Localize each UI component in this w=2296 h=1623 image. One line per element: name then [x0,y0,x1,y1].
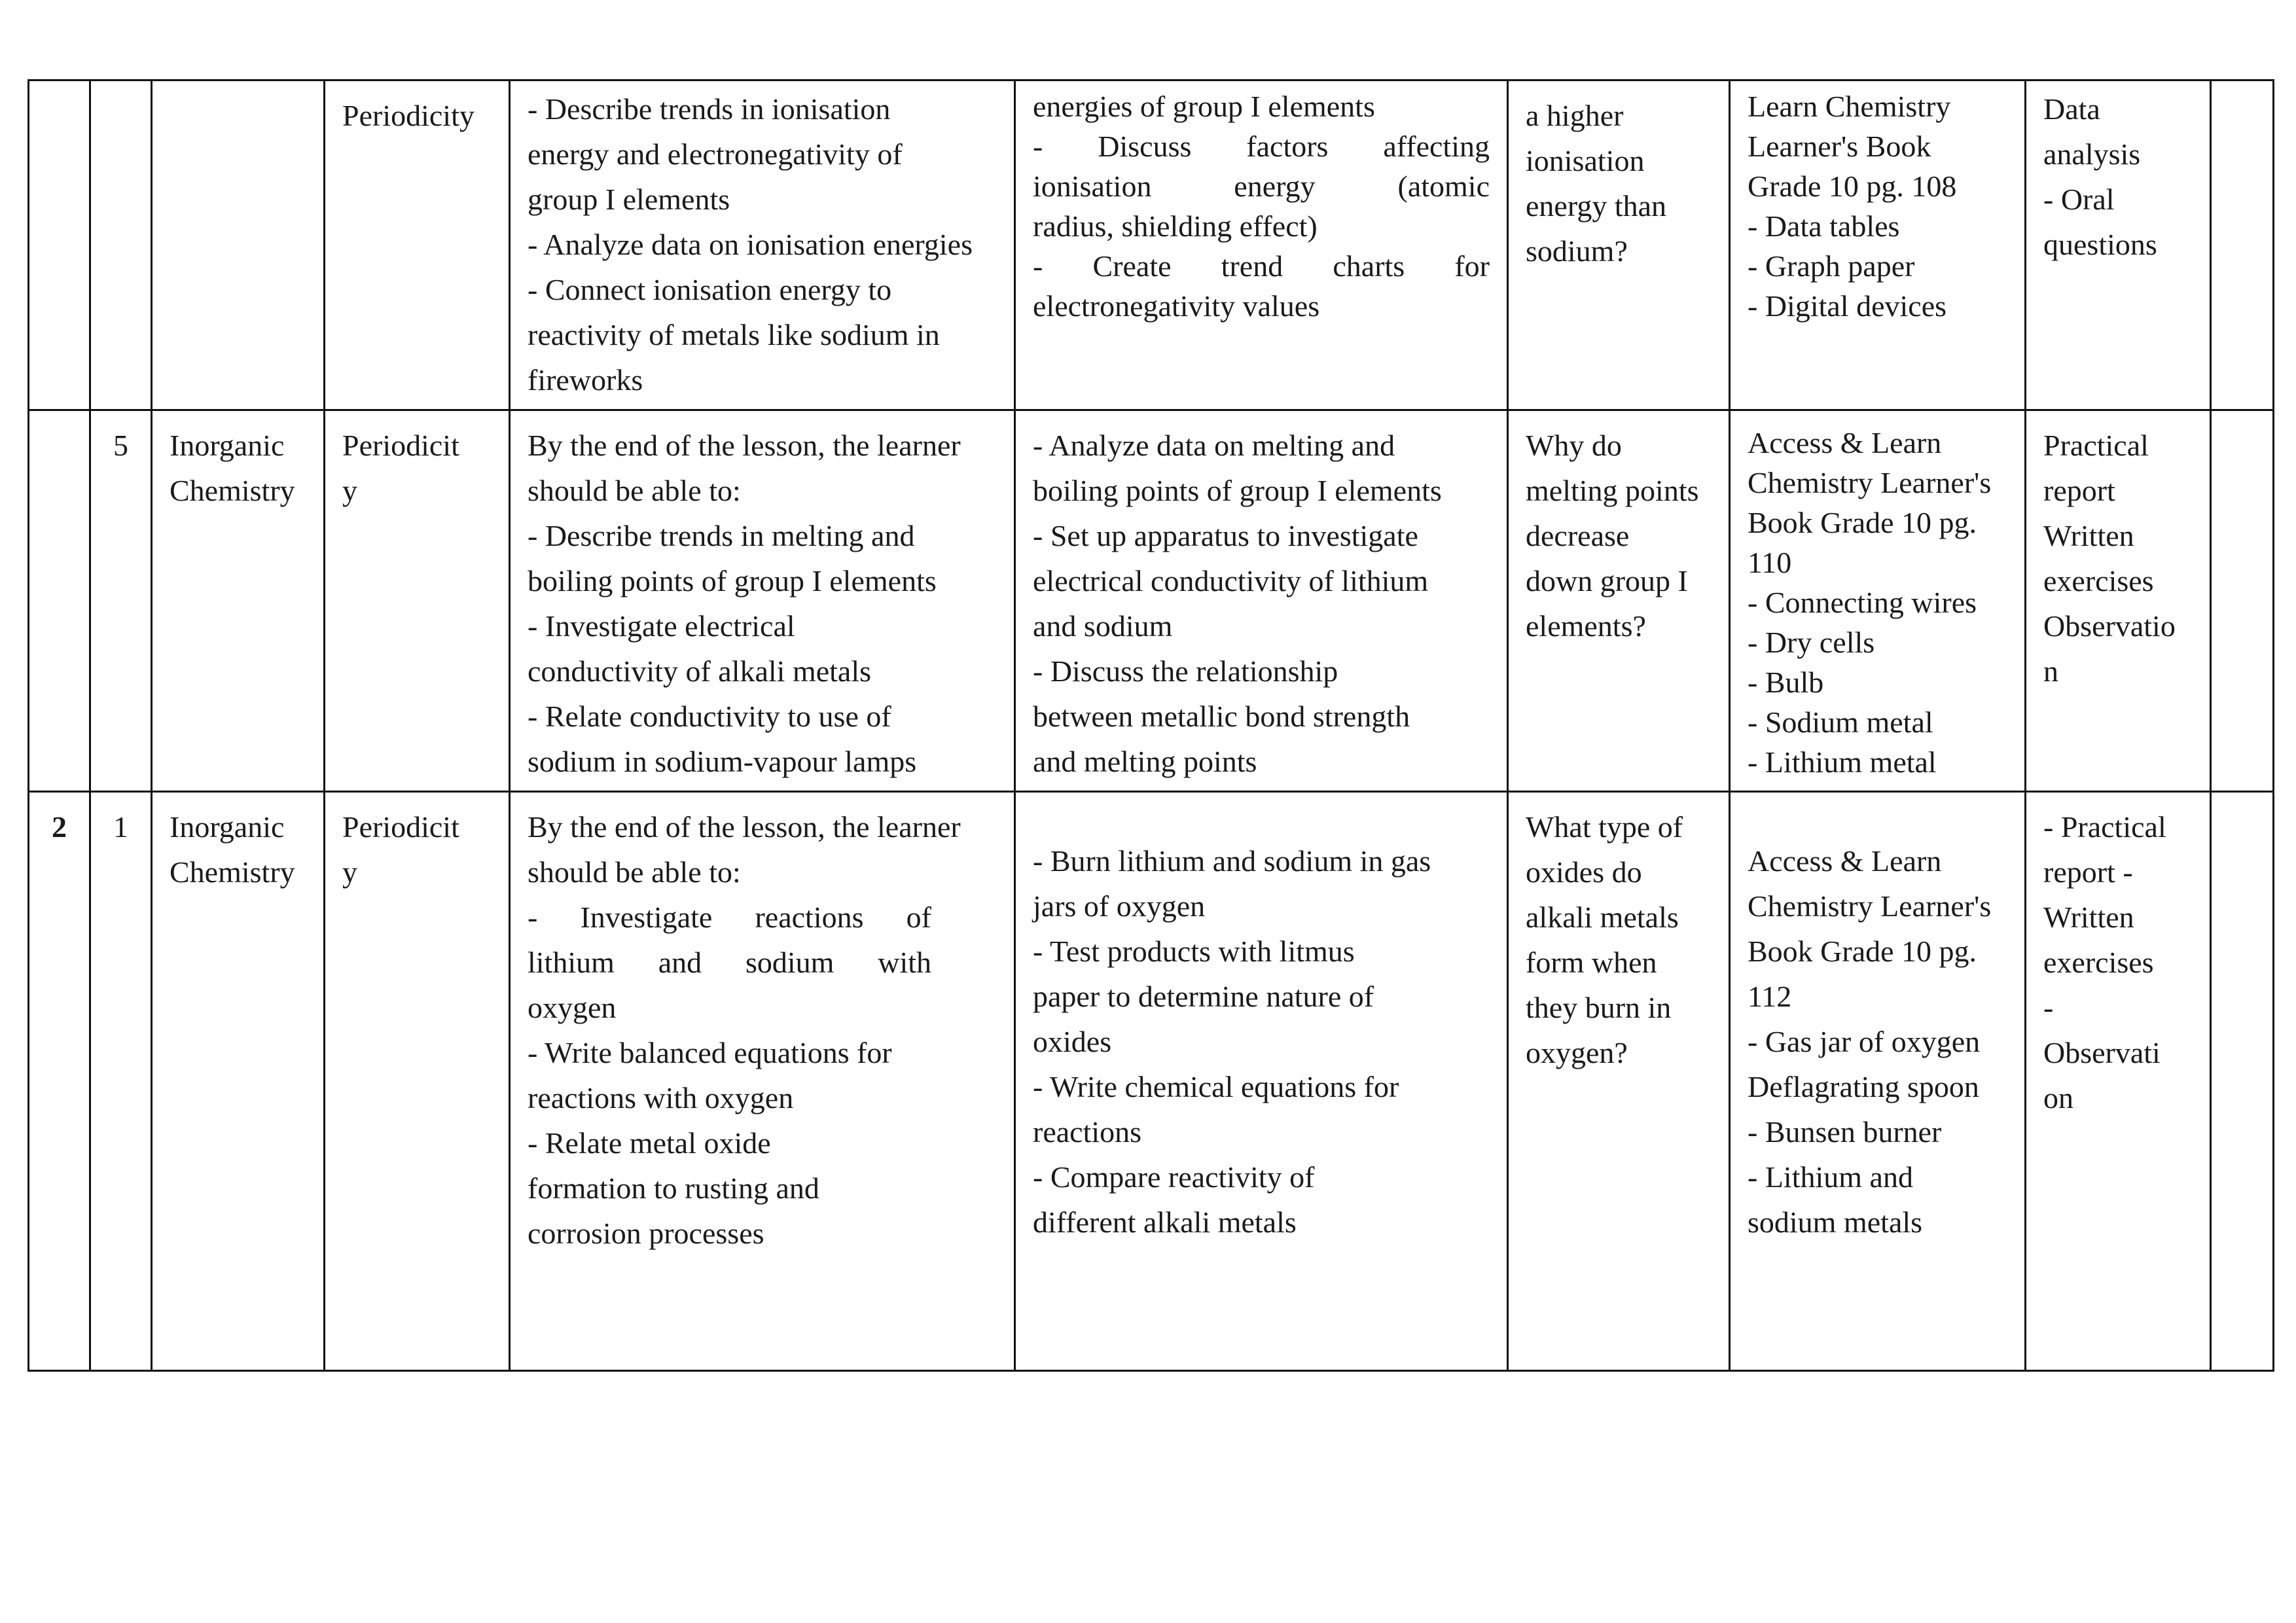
cell-line: exercises [2043,946,2154,979]
cell-line: fireworks [528,363,643,397]
learning-resources-cell [1730,80,2026,410]
cell-line: Why do [1526,429,1622,462]
sub-strand-cell [325,410,510,792]
sub-strand-cell [325,80,510,410]
cell-line: - Graph paper [1748,249,1915,283]
remarks-cell [2211,80,2274,410]
learning-experiences-cell [1015,80,1508,410]
cell-line: sodium metals [1748,1205,1923,1239]
lesson-cell: 1 [90,792,152,1371]
cell-line: Chemistry [170,474,295,507]
cell-line: sodium? [1526,234,1628,268]
cell-line: group I elements [528,183,730,216]
learning-outcomes-cell [510,80,1015,410]
cell-line: they burn in [1526,991,1672,1024]
cell-line: on [2043,1081,2073,1115]
week-cell [29,80,90,410]
cell-line: - Burn lithium and sodium in gas [1033,844,1431,878]
cell-line: Chemistry Learner's [1748,466,1992,499]
learning-outcomes-cell [510,410,1015,792]
cell-line: Access & Learn [1748,426,1942,459]
cell-line: radius, shielding effect) [1033,209,1318,243]
cell-line: questions [2043,228,2157,261]
cell-line: lithium and sodium with [528,946,931,979]
cell-line: - Set up apparatus to investigate [1033,519,1418,552]
cell-line: should be able to: [528,474,741,507]
cell-line: - Discuss factors affecting [1033,130,1490,163]
cell-line: - Analyze data on ionisation energies [528,228,973,261]
cell-line: oxygen? [1526,1036,1628,1069]
cell-line: Practical [2043,429,2149,462]
assessment-cell [2026,792,2211,1371]
cell-line: reactivity of metals like sodium in [528,318,940,351]
cell-line: report - [2043,855,2133,889]
cell-line: - Test products with litmus [1033,935,1355,968]
week-cell [29,410,90,792]
cell-line: - Sodium metal [1748,705,1933,739]
cell-line: form when [1526,946,1657,979]
cell-line: should be able to: [528,855,741,889]
cell-line: Chemistry Learner's [1748,889,1992,923]
cell-line: - Describe trends in ionisation [528,92,891,126]
cell-line: n [2043,654,2058,688]
cell-line: boiling points of group I elements [528,564,937,597]
learning-outcomes-cell [510,792,1015,1371]
cell-line: between metallic bond strength [1033,700,1410,733]
cell-line: Inorganic [170,429,285,462]
key-inquiry-cell [1508,410,1730,792]
cell-line: Access & Learn [1748,844,1942,878]
cell-line: Learn Chemistry [1748,90,1951,123]
cell-line: analysis [2043,137,2141,171]
cell-line: electrical conductivity of lithium [1033,564,1429,597]
learning-experiences-cell [1015,792,1508,1371]
cell-line: Book Grade 10 pg. [1748,506,1977,539]
cell-line: By the end of the lesson, the learner [528,429,961,462]
sub-strand-cell [325,792,510,1371]
cell-line: - Practical [2043,810,2166,844]
cell-line: conductivity of alkali metals [528,654,872,688]
cell-line: - Relate conductivity to use of [528,700,891,733]
cell-line: Inorganic [170,810,285,844]
cell-line: - Connect ionisation energy to [528,273,892,306]
strand-cell [152,792,325,1371]
cell-line: - Bulb [1748,666,1824,699]
cell-line: electronegativity values [1033,289,1320,323]
table-row [29,80,2274,410]
cell-line: - Investigate reactions of [528,901,931,934]
strand-cell [152,80,325,410]
cell-line: - Write chemical equations for [1033,1070,1399,1103]
cell-line: Chemistry [170,855,295,889]
strand-cell [152,410,325,792]
cell-line: y [342,474,357,507]
cell-line: - Write balanced equations for [528,1036,892,1069]
cell-line: reactions with oxygen [528,1081,794,1115]
cell-line: sodium in sodium-vapour lamps [528,745,917,778]
cell-line: - Bunsen burner [1748,1115,1942,1149]
cell-line: oxygen [528,991,617,1024]
cell-line: and sodium [1033,609,1173,643]
table-row [29,792,2274,1371]
cell-line: exercises [2043,564,2154,597]
remarks-cell [2211,792,2274,1371]
cell-line: - Relate metal oxide [528,1126,771,1160]
resources-block [1748,838,2007,1245]
cell-line: Written [2043,901,2134,934]
assessment-cell [2026,410,2211,792]
cell-line: melting points [1526,474,1699,507]
cell-line: By the end of the lesson, the learner [528,810,961,844]
cell-line: - [2043,991,2054,1024]
cell-line: energies of group I elements [1033,90,1375,123]
cell-line: elements? [1526,609,1646,643]
cell-line: boiling points of group I elements [1033,474,1442,507]
cell-line: - Create trend charts for [1033,249,1490,283]
cell-line: - Gas jar of oxygen [1748,1025,1981,1058]
scheme-of-work-table [27,79,2274,1372]
cell-line: - Dry cells [1748,626,1875,659]
cell-line: reactions [1033,1115,1142,1149]
cell-line: - Data tables [1748,209,1900,243]
cell-line: Data [2043,92,2100,126]
key-inquiry-cell [1508,792,1730,1371]
cell-line: - Lithium metal [1748,745,1937,779]
cell-line: Deflagrating spoon [1748,1070,1979,1103]
cell-line: jars of oxygen [1033,889,1206,923]
cell-line: Learner's Book [1748,130,1931,163]
experiences-block [1033,838,1490,1245]
cell-line: ionisation [1526,144,1645,177]
cell-line: Grade 10 pg. 108 [1748,169,1957,203]
cell-line: - Connecting wires [1748,586,1977,619]
lesson-cell: 5 [90,410,152,792]
cell-line: Observati [2043,1036,2161,1069]
cell-line: What type of [1526,810,1683,844]
cell-line: down group I [1526,564,1688,597]
cell-line: - Investigate electrical [528,609,795,643]
cell-line: - Compare reactivity of [1033,1160,1315,1194]
learning-resources-cell [1730,410,2026,792]
cell-line: Periodicity [342,99,475,132]
cell-line: Periodicit [342,810,459,844]
cell-line: formation to rusting and [528,1171,819,1205]
cell-line: energy and electronegativity of [528,137,903,171]
cell-line: Periodicit [342,429,459,462]
learning-resources-cell [1730,792,2026,1371]
cell-line: - Lithium and [1748,1160,1913,1194]
cell-line: Book Grade 10 pg. [1748,935,1977,968]
cell-line: decrease [1526,519,1630,552]
remarks-cell [2211,410,2274,792]
cell-line: oxides [1033,1025,1112,1058]
cell-line: Written [2043,519,2134,552]
cell-line: ionisation energy (atomic [1033,169,1490,203]
cell-line: report [2043,474,2115,507]
cell-line: - Discuss the relationship [1033,654,1338,688]
key-inquiry-cell [1508,80,1730,410]
cell-line: energy than [1526,189,1667,223]
cell-line: and melting points [1033,745,1257,778]
cell-line: alkali metals [1526,901,1679,934]
learning-experiences-cell [1015,410,1508,792]
cell-line: paper to determine nature of [1033,980,1374,1013]
cell-line: a higher [1526,99,1624,132]
week-cell: 2 [29,792,90,1371]
cell-line: different alkali metals [1033,1205,1297,1239]
cell-line: 110 [1748,546,1792,579]
cell-line: y [342,855,357,889]
cell-line: corrosion processes [528,1217,764,1250]
cell-line: - Digital devices [1748,289,1947,323]
cell-line: Observatio [2043,609,2176,643]
lesson-cell [90,80,152,410]
table-row [29,410,2274,792]
cell-line: - Describe trends in melting and [528,519,915,552]
cell-line: 112 [1748,980,1792,1013]
assessment-cell [2026,80,2211,410]
cell-line: oxides do [1526,855,1642,889]
cell-line: - Oral [2043,183,2115,216]
cell-line: - Analyze data on melting and [1033,429,1395,462]
